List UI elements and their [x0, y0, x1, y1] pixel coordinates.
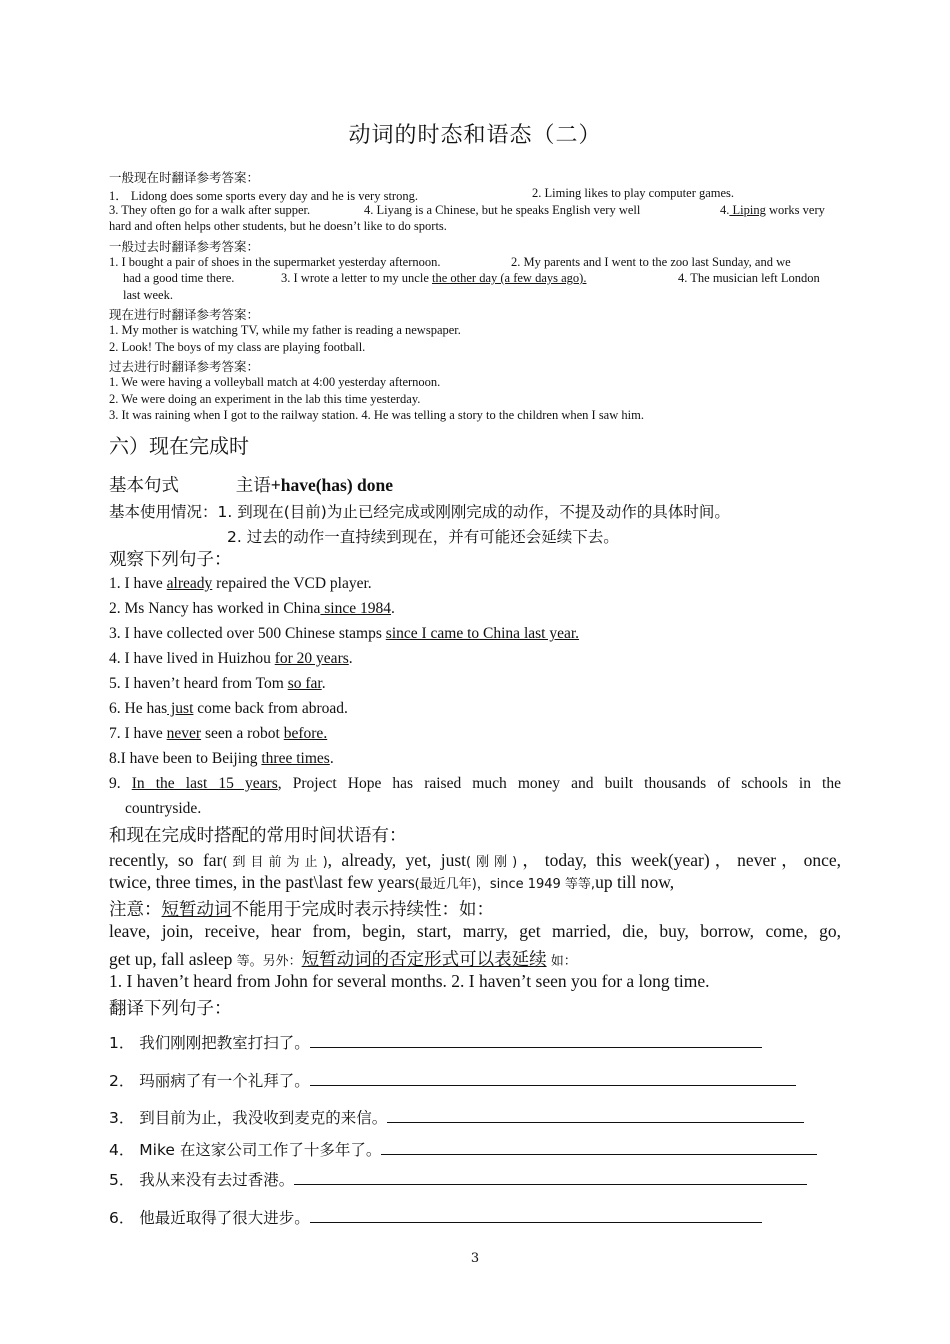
answer-line: 1. I bought a pair of shoes in the supermarket yesterday afternoon.: [109, 255, 441, 269]
pattern-line: 基本句式 主语+have(has) done: [109, 475, 394, 496]
usage-line: 2. 过去的动作一直持续到现在，并有可能还会延续下去。: [227, 528, 619, 546]
underlined-time-expression: so far: [287, 675, 322, 692]
example-sentence: [109, 575, 372, 593]
translate-prompt: 4． Mike 在这家公司工作了十多年了。: [109, 1141, 382, 1159]
underlined-time-expression: three times: [261, 750, 330, 767]
answer-line: 1. My mother is watching TV, while my father is reading a newspaper.: [109, 323, 461, 337]
example-sentence: [109, 700, 348, 718]
adverbials-line-2: [109, 872, 674, 893]
answer-blank[interactable]: [381, 1140, 817, 1155]
example-sentence: 9. In the last 15 years, Project Hope has raised much money and built thousands of schools in the: [109, 775, 841, 792]
example-sentence-cont: countryside.: [125, 800, 202, 817]
adverbial-text: recently, so far: [109, 850, 223, 870]
example-sentence: [109, 600, 395, 618]
example-sentence: [109, 650, 353, 668]
adverbial-text: , already, yet, just: [327, 850, 466, 870]
page-number: 3: [470, 1251, 480, 1266]
note-example: 1. I haven’t heard from John for several months. 2. I haven’t seen you for a long time.: [109, 971, 710, 991]
answer-line: 1． Lidong does some sports every day and he is very strong.: [109, 189, 418, 203]
translate-item: [109, 1106, 804, 1128]
cjk-gloss: (到目前为止): [222, 855, 328, 870]
sentence-text: .: [321, 675, 326, 692]
cjk-gloss: (最近几年)，since 1949 等等,: [414, 877, 596, 892]
note-line: 注意：短暂动词不能用于完成时表示持续性：如：: [109, 900, 494, 920]
translate-item: [109, 1168, 807, 1190]
underlined-time-expression: just: [167, 700, 194, 717]
translate-prompt: 1． 我们刚刚把教室打扫了。: [109, 1034, 310, 1052]
translate-prompt: 6． 他最近取得了很大进步。: [109, 1209, 310, 1227]
answer-line: 4. The musician left London: [678, 271, 820, 285]
sentence-text: 3. I have collected over 500 Chinese stamps: [109, 625, 386, 642]
translate-prompt: 3． 到目前为止，我没收到麦克的来信。: [109, 1109, 388, 1127]
cjk-gloss: (刚刚): [466, 855, 518, 870]
answer-line: hard and often helps other students, but he doesn’t like to do sports.: [109, 219, 447, 233]
example-sentence: [109, 750, 334, 768]
translate-prompt: 2． 玛丽病了有一个礼拜了。: [109, 1072, 310, 1090]
adverbials-heading: 和现在完成时搭配的常用时间状语有：: [109, 826, 407, 846]
sentence-text: .: [329, 750, 334, 767]
answer-line: last week.: [123, 288, 173, 302]
translate-item: [109, 1031, 762, 1053]
sentence-text: seen a robot: [201, 725, 284, 742]
past-continuous-heading: 过去进行时翻译参考答案：: [109, 359, 260, 374]
translate-item: [109, 1206, 762, 1228]
translate-heading: 翻译下列句子：: [109, 999, 232, 1019]
sentence-text: 4. I have lived in Huizhou: [109, 650, 275, 667]
translate-item: [109, 1069, 796, 1091]
observe-label: 观察下列句子：: [109, 550, 232, 570]
sentence-text: 5. I haven’t heard from Tom: [109, 675, 288, 692]
example-sentence: [109, 675, 326, 693]
answer-line: 3. It was raining when I got to the railway station. 4. He was telling a story to the children when I saw him.: [109, 408, 644, 422]
sentence-text: .: [348, 650, 353, 667]
underlined-time-expression: before.: [283, 725, 328, 742]
sentence-text: 2. Ms Nancy has worked in China: [109, 600, 321, 617]
sentence-text: .: [390, 600, 395, 617]
translate-item: [109, 1138, 817, 1160]
note-verbs-line: leave, join, receive, hear from, begin, start, marry, get married, die, buy, borrow, come, go,: [109, 921, 841, 941]
sentence-text: 7. I have: [109, 725, 167, 742]
translate-prompt: 5． 我从来没有去过香港。: [109, 1171, 295, 1189]
simple-present-heading: 一般现在时翻译参考答案：: [109, 170, 260, 185]
underlined-time-expression: for 20 years: [274, 650, 349, 667]
usage-line: 基本使用情况：1. 到现在(目前)为止已经完成或刚刚完成的动作，不提及动作的具体时间。: [109, 503, 730, 521]
sentence-text: 8.I have been to Beijing: [109, 750, 262, 767]
answer-line: 3. I wrote a letter to my uncle the other day (a few days ago).: [281, 271, 587, 285]
note-verbs-line: get up, fall asleep 等。另外：短暂动词的否定形式可以表延续 如：: [109, 949, 577, 970]
adverbial-text: twice, three times, in the past\last few years: [109, 872, 415, 892]
answer-blank[interactable]: [310, 1071, 796, 1086]
sentence-text: 6. He has: [109, 700, 168, 717]
sentence-text: repaired the VCD player.: [212, 575, 372, 592]
answer-line: 2. We were doing an experiment in the lab this time yesterday.: [109, 392, 421, 406]
adverbials-line-1: [109, 847, 841, 872]
present-continuous-heading: 现在进行时翻译参考答案：: [109, 307, 260, 322]
answer-blank[interactable]: [294, 1170, 807, 1185]
adverbial-text: up till now,: [595, 872, 675, 892]
simple-past-heading: 一般过去时翻译参考答案：: [109, 239, 260, 254]
adverbial-text: ，today, this week(year)，never，once,: [517, 850, 841, 870]
answer-line: 3. They often go for a walk after supper.: [109, 203, 311, 217]
underlined-time-expression: since I came to China last year.: [385, 625, 580, 642]
answer-blank[interactable]: [310, 1033, 762, 1048]
sentence-text: come back from abroad.: [193, 700, 348, 717]
answer-line: 4. Liyang is a Chinese, but he speaks English very well: [364, 203, 641, 217]
example-sentence: [109, 725, 327, 743]
section-heading: 六）现在完成时: [109, 434, 249, 458]
answer-line: 1. We were having a volleyball match at 4:00 yesterday afternoon.: [109, 375, 441, 389]
answer-line: 2. Liming likes to play computer games.: [532, 186, 735, 200]
answer-line: 2. Look! The boys of my class are playing football.: [109, 340, 366, 354]
underlined-time-expression: already: [166, 575, 213, 592]
answer-blank[interactable]: [387, 1108, 804, 1123]
underlined-time-expression: since 1984: [320, 600, 391, 617]
answer-line: 4. Liping works very: [720, 203, 825, 217]
underlined-time-expression: never: [166, 725, 202, 742]
answer-line: 2. My parents and I went to the zoo last Sunday, and we: [511, 255, 791, 269]
example-sentence: [109, 625, 579, 643]
page-title: 动词的时态和语态（二）: [348, 123, 602, 148]
sentence-text: 1. I have: [109, 575, 167, 592]
answer-line: had a good time there.: [123, 271, 235, 285]
answer-blank[interactable]: [310, 1208, 762, 1223]
